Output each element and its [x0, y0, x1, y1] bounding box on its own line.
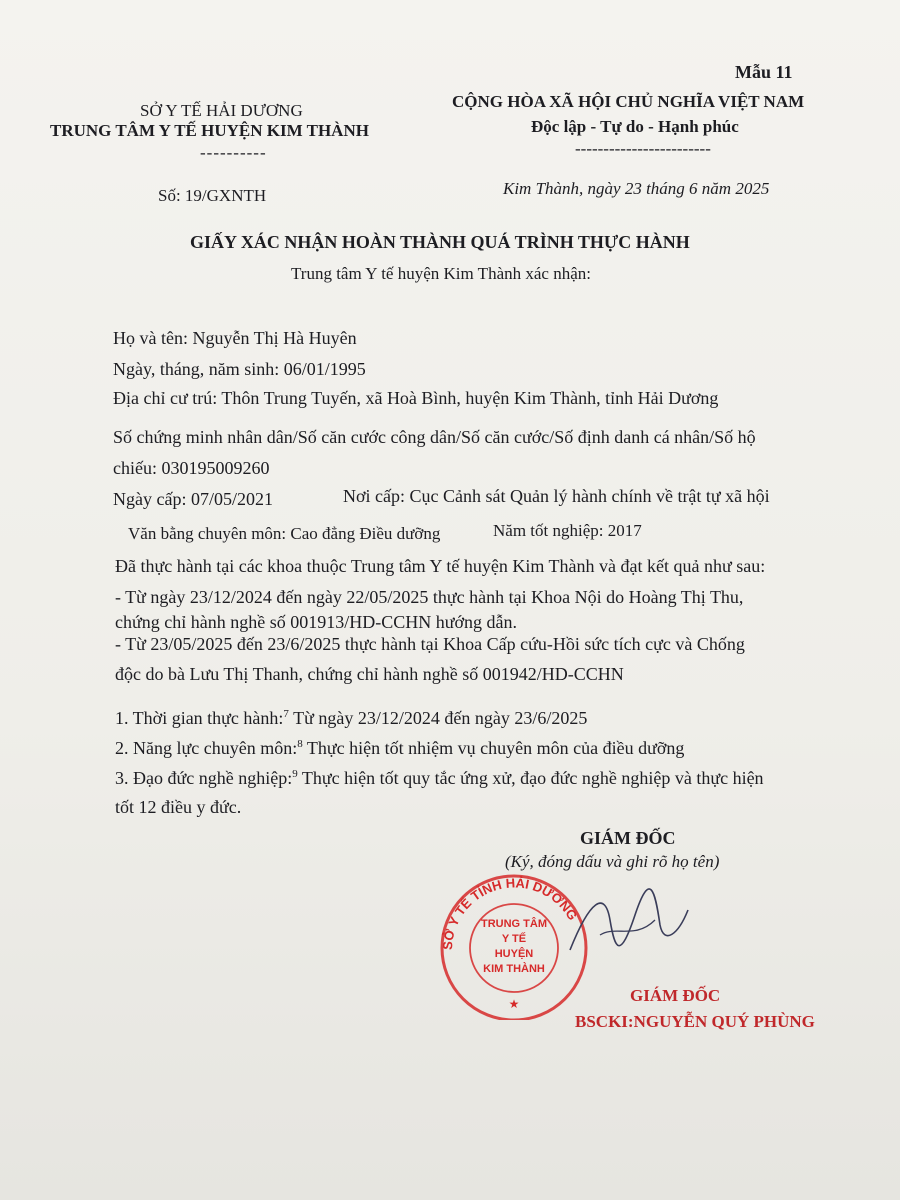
result-time-label: 1. Thời gian thực hành:	[115, 708, 284, 728]
result-ethics-value: Thực hiện tốt quy tắc ứng xử, đạo đức nghề nghiệp và thực hiện	[297, 768, 764, 788]
footnote-7: 7	[283, 708, 289, 720]
motto-underline: ------------------------	[575, 139, 711, 158]
result-ethics-label: 3. Đạo đức nghề nghiệp:	[115, 768, 293, 788]
result-competence-value: Thực hiện tốt nhiệm vụ chuyên môn của điều dưỡng	[302, 738, 685, 758]
practice-intro: Đã thực hành tại các khoa thuộc Trung tâm Y tế huyện Kim Thành và đạt kết quả như sau:	[115, 556, 766, 576]
form-label: Mẫu 11	[735, 62, 793, 82]
result-time-value: Từ ngày 23/12/2024 đến ngày 23/6/2025	[288, 708, 588, 728]
seal-inner-line1: TRUNG TÂM	[481, 918, 547, 930]
handwritten-signature	[560, 880, 700, 970]
seal-inner-line4: KIM THÀNH	[483, 963, 545, 975]
result-ethics-line2: tốt 12 điều y đức.	[115, 797, 242, 817]
practice-1-line2: chứng chỉ hành nghề số 001913/HD-CCHN hướng dẫn.	[115, 612, 517, 632]
seal-inner-line2: Y TẾ	[501, 933, 527, 945]
field-degree: Văn bằng chuyên môn: Cao đẳng Điều dưỡng	[128, 524, 441, 543]
result-ethics	[115, 768, 764, 789]
field-address: Địa chỉ cư trú: Thôn Trung Tuyến, xã Hoà Bình, huyện Kim Thành, tỉnh Hải Dương	[113, 388, 719, 408]
signature-note: (Ký, đóng dấu và ghi rõ họ tên)	[505, 852, 720, 871]
seal-inner-line3: HUYỆN	[494, 948, 534, 960]
field-issue-place: Nơi cấp: Cục Cảnh sát Quản lý hành chính về trật tự xã hội	[343, 486, 770, 506]
agency-underline: ----------	[200, 143, 267, 162]
agency-name: TRUNG TÂM Y TẾ HUYỆN KIM THÀNH	[50, 121, 369, 140]
seal-outer-text: SỞ Y TẾ TỈNH HẢI DƯƠNG	[439, 875, 581, 951]
agency-parent: SỞ Y TẾ HẢI DƯƠNG	[140, 101, 303, 120]
field-issue-date: Ngày cấp: 07/05/2021	[113, 489, 273, 509]
field-grad-year: Năm tốt nghiệp: 2017	[493, 521, 642, 540]
field-name: Họ và tên: Nguyễn Thị Hà Huyên	[113, 328, 357, 348]
signature-title: GIÁM ĐỐC	[580, 828, 676, 848]
result-time	[115, 708, 587, 729]
national-motto: Độc lập - Tự do - Hạnh phúc	[531, 117, 739, 136]
stamp-name: BSCKI:NGUYỄN QUÝ PHÙNG	[575, 1012, 815, 1031]
document-title: GIẤY XÁC NHẬN HOÀN THÀNH QUÁ TRÌNH THỰC HÀNH	[190, 232, 690, 252]
national-title: CỘNG HÒA XÃ HỘI CHỦ NGHĨA VIỆT NAM	[452, 92, 805, 111]
document-subtitle: Trung tâm Y tế huyện Kim Thành xác nhận:	[291, 264, 591, 283]
practice-2-line2: độc do bà Lưu Thị Thanh, chứng chỉ hành nghề số 001942/HD-CCHN	[115, 664, 624, 684]
document-number: Số: 19/GXNTH	[158, 186, 267, 205]
field-id-line2: chiếu: 030195009260	[113, 458, 270, 478]
footnote-9: 9	[292, 768, 298, 780]
practice-1-line1: - Từ ngày 23/12/2024 đến ngày 22/05/2025 thực hành tại Khoa Nội do Hoàng Thị Thu,	[115, 587, 744, 607]
stamp-title: GIÁM ĐỐC	[630, 986, 721, 1005]
place-date: Kim Thành, ngày 23 tháng 6 năm 2025	[503, 179, 770, 198]
practice-2-line1: - Từ 23/05/2025 đến 23/6/2025 thực hành tại Khoa Cấp cứu-Hồi sức tích cực và Chống	[115, 634, 745, 654]
seal-star-icon: ★	[508, 997, 520, 1011]
result-competence-label: 2. Năng lực chuyên môn:	[115, 738, 298, 758]
field-dob: Ngày, tháng, năm sinh: 06/01/1995	[113, 359, 366, 379]
field-id-line1: Số chứng minh nhân dân/Số căn cước công dân/Số căn cước/Số định danh cá nhân/Số hộ	[113, 427, 756, 447]
footnote-8: 8	[297, 738, 303, 750]
result-competence	[115, 738, 684, 759]
